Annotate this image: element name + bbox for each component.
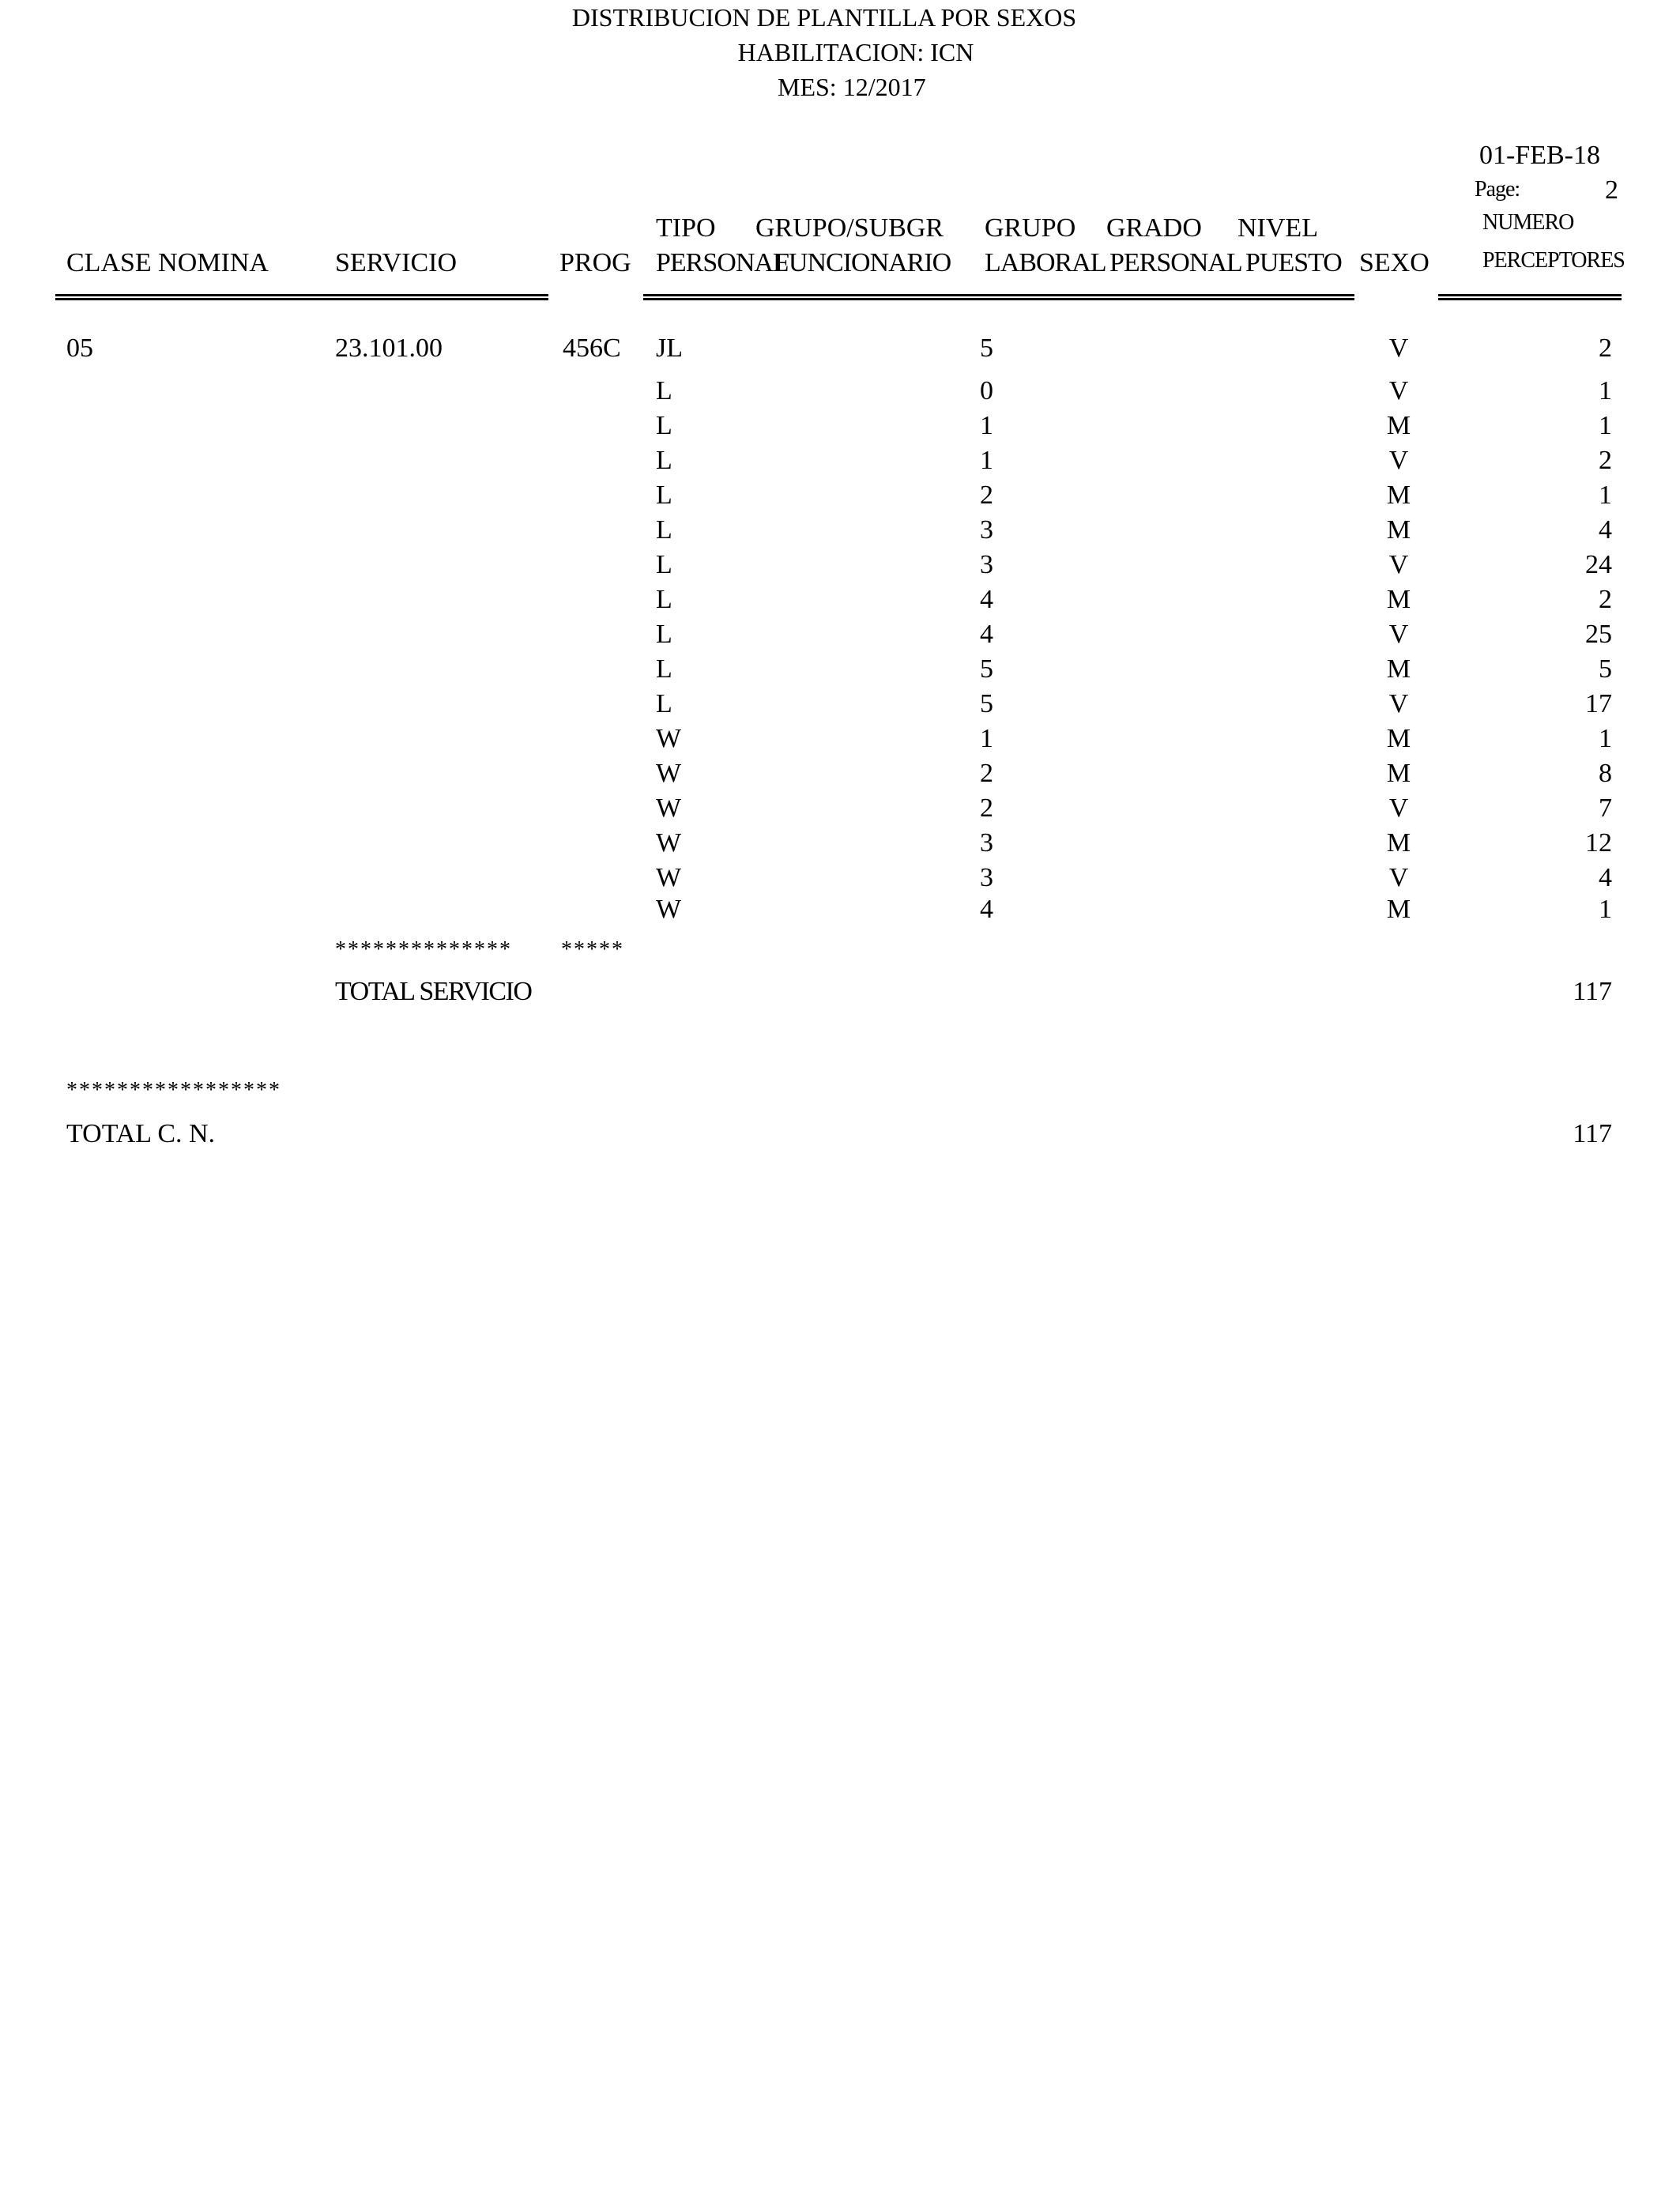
row-sexo: V	[1388, 446, 1409, 475]
row-sexo: V	[1388, 376, 1409, 405]
header-numero-line1: NUMERO	[1482, 210, 1574, 235]
row-num: 17	[1585, 689, 1612, 718]
header-tipo-line2: PERSONAL	[656, 248, 789, 277]
row-sexo: M	[1386, 895, 1411, 924]
row-num: 4	[1599, 515, 1612, 545]
header-rule-left	[55, 294, 548, 300]
row-grupo: 1	[980, 446, 993, 475]
header-rule-middle	[643, 294, 1354, 300]
row-grupo: 2	[980, 481, 993, 510]
row-sexo: M	[1386, 515, 1411, 545]
row-sexo: M	[1386, 654, 1411, 684]
row-tipo: L	[656, 481, 672, 510]
page-label: Page:	[1475, 177, 1520, 202]
row-sexo: V	[1388, 550, 1409, 579]
header-grupo-line1: GRUPO	[985, 213, 1076, 243]
report-month: MES: 12/2017	[778, 73, 926, 101]
row-grupo: 4	[980, 895, 993, 924]
row-num: 7	[1599, 794, 1612, 823]
header-prog: PROG	[559, 248, 631, 277]
row-grupo: 5	[980, 334, 993, 363]
row-grupo: 3	[980, 515, 993, 545]
row-tipo: JL	[656, 334, 683, 363]
row-grupo: 5	[980, 654, 993, 684]
report-habilitacion: HABILITACION: ICN	[737, 38, 974, 66]
subtotal-stars-servicio: **************	[335, 937, 512, 962]
row-grupo: 1	[980, 724, 993, 753]
row-sexo: V	[1388, 334, 1409, 363]
row-num: 25	[1585, 620, 1612, 649]
row-sexo: M	[1386, 411, 1411, 440]
row-sexo: M	[1386, 759, 1411, 788]
row-tipo: L	[656, 515, 672, 545]
report-date: 01-FEB-18	[1479, 141, 1600, 170]
row-sexo: V	[1388, 689, 1409, 718]
header-grupo-line2: LABORAL	[985, 248, 1106, 277]
row-num: 8	[1599, 759, 1612, 788]
row-num: 24	[1585, 550, 1612, 579]
row-grupo: 4	[980, 585, 993, 614]
row-sexo: M	[1386, 481, 1411, 510]
row-num: 1	[1599, 481, 1612, 510]
row-sexo: M	[1386, 585, 1411, 614]
header-clase-nomina: CLASE NOMINA	[66, 248, 269, 277]
page-number: 2	[1605, 175, 1618, 205]
row-grupo: 2	[980, 759, 993, 788]
header-grado-line2: PERSONAL	[1109, 248, 1242, 277]
subtotal-stars-prog: *****	[561, 937, 624, 962]
row-tipo: L	[656, 654, 672, 684]
row-num: 5	[1599, 654, 1612, 684]
report-title: DISTRIBUCION DE PLANTILLA POR SEXOS	[571, 3, 1077, 32]
row-num: 12	[1585, 828, 1612, 858]
row-tipo: W	[656, 724, 682, 753]
row-grupo: 3	[980, 550, 993, 579]
total-label: TOTAL C. N.	[66, 1119, 216, 1148]
row-num: 2	[1599, 446, 1612, 475]
row-num: 2	[1599, 585, 1612, 614]
row-tipo: W	[656, 794, 682, 823]
row-num: 1	[1599, 724, 1612, 753]
header-grado-line1: GRADO	[1106, 213, 1202, 243]
prog-value: 456C	[563, 334, 621, 363]
row-sexo: V	[1388, 620, 1409, 649]
row-grupo: 3	[980, 863, 993, 892]
row-tipo: L	[656, 550, 672, 579]
header-rule-right	[1438, 294, 1622, 300]
row-grupo: 0	[980, 376, 993, 405]
row-sexo: V	[1388, 794, 1409, 823]
row-num: 1	[1599, 411, 1612, 440]
total-stars: *****************	[66, 1078, 281, 1103]
row-tipo: L	[656, 620, 672, 649]
row-tipo: L	[656, 446, 672, 475]
row-grupo: 1	[980, 411, 993, 440]
row-tipo: W	[656, 895, 682, 924]
subtotal-label: TOTAL SERVICIO	[335, 977, 532, 1006]
subtotal-value: 117	[1573, 977, 1612, 1006]
row-grupo: 2	[980, 794, 993, 823]
row-sexo: M	[1386, 828, 1411, 858]
header-numero-line2: PERCEPTORES	[1482, 248, 1625, 273]
row-num: 1	[1599, 376, 1612, 405]
clase-nomina-value: 05	[66, 334, 93, 363]
header-servicio: SERVICIO	[335, 248, 458, 277]
header-nivel-line2: PUESTO	[1245, 248, 1342, 277]
row-num: 1	[1599, 895, 1612, 924]
row-grupo: 3	[980, 828, 993, 858]
servicio-value: 23.101.00	[335, 334, 443, 363]
row-grupo: 5	[980, 689, 993, 718]
row-tipo: L	[656, 376, 672, 405]
row-tipo: L	[656, 411, 672, 440]
row-tipo: W	[656, 759, 682, 788]
row-sexo: M	[1386, 724, 1411, 753]
header-tipo-line1: TIPO	[656, 213, 716, 243]
row-tipo: W	[656, 828, 682, 858]
row-tipo: L	[656, 689, 672, 718]
row-grupo: 4	[980, 620, 993, 649]
header-sexo: SEXO	[1359, 248, 1430, 277]
header-grupo-subgr-line2: FUNCIONARIO	[774, 248, 951, 277]
row-sexo: V	[1388, 863, 1409, 892]
row-num: 2	[1599, 334, 1612, 363]
row-num: 4	[1599, 863, 1612, 892]
total-value: 117	[1573, 1119, 1612, 1148]
row-tipo: W	[656, 863, 682, 892]
header-grupo-subgr-line1: GRUPO/SUBGR	[755, 213, 944, 243]
row-tipo: L	[656, 585, 672, 614]
header-nivel-line1: NIVEL	[1237, 213, 1318, 243]
